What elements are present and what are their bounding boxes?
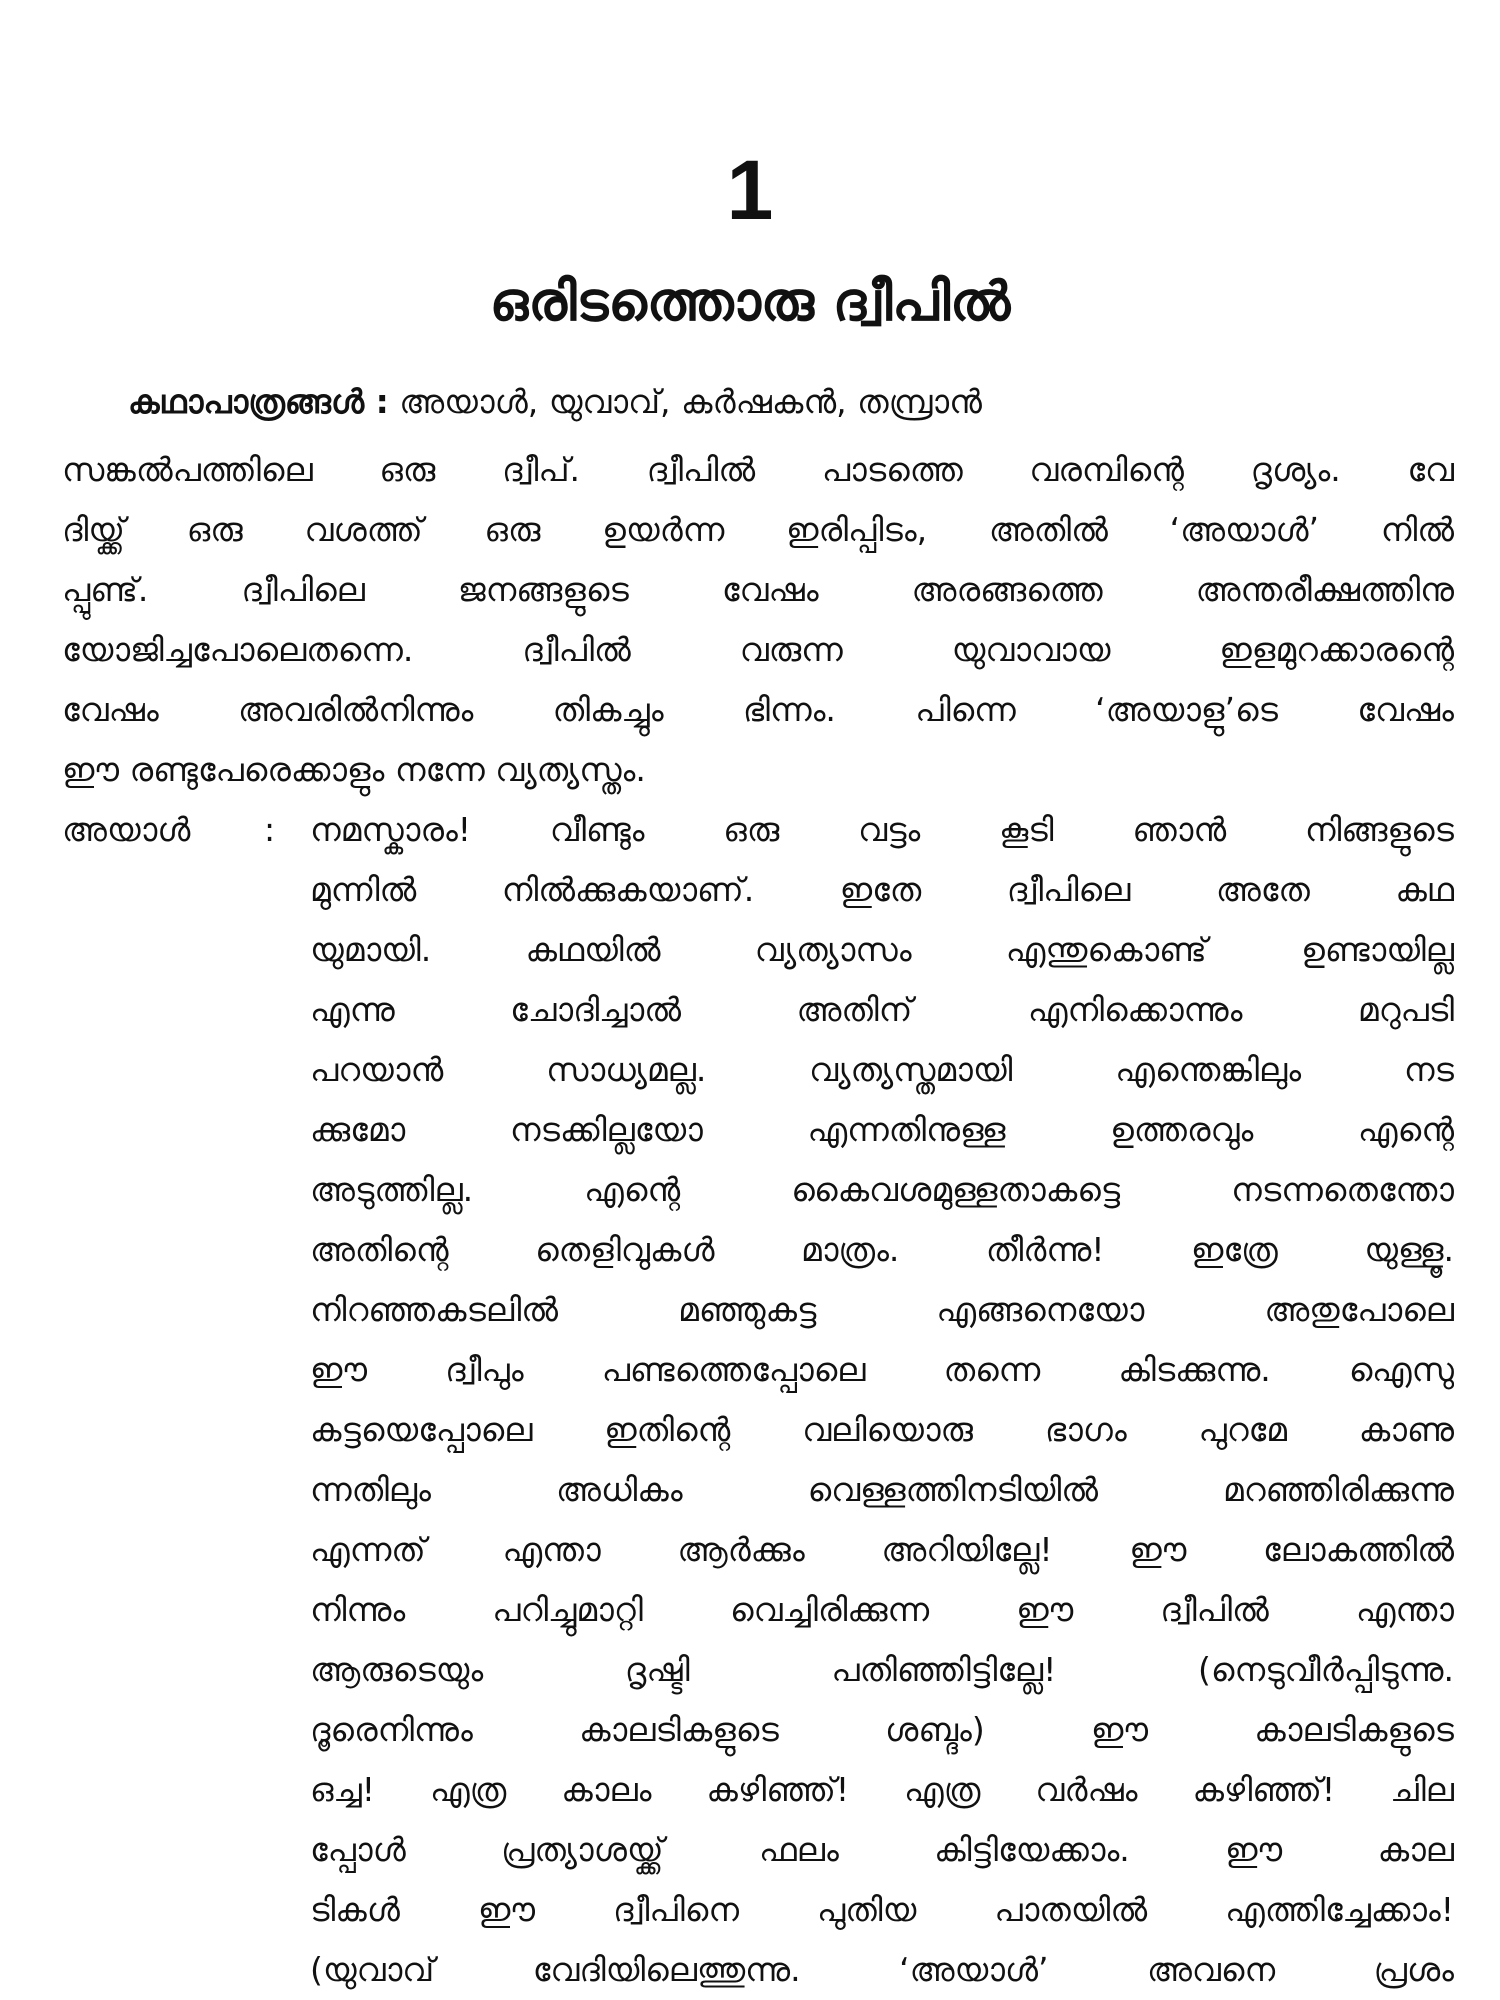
speaker-colon: : bbox=[264, 810, 276, 849]
speech-line: യുമായി. കഥയിൽ വ്യത്യാസം എന്തുകൊണ്ട് ഉണ്ടായില്ല bbox=[310, 930, 1454, 969]
characters-names: അയാൾ, യുവാവ്, കർഷകൻ, തമ്പ്രാൻ bbox=[399, 382, 982, 421]
speech-line: ന്നതിലും അധികം വെള്ളത്തിനടിയിൽ മറഞ്ഞിരിക്കുന്നു bbox=[310, 1470, 1454, 1509]
speech-line: അതിന്റെ തെളിവുകൾ മാത്രം. തീർന്നു! ഇത്രേ യുള്ളൂ. bbox=[310, 1230, 1454, 1269]
speech-text bbox=[310, 800, 1454, 2000]
chapter-number: 1 bbox=[726, 143, 774, 237]
intro-line: പ്പുണ്ട്. ദ്വീപിലെ ജനങ്ങളുടെ വേഷം അരങ്ങത്തെ അന്തരീക്ഷത്തിനു bbox=[62, 570, 1454, 609]
characters-line bbox=[128, 372, 1428, 432]
intro-line: ദിയ്ക്ക് ഒരു വശത്ത് ഒരു ഉയർന്ന ഇരിപ്പിടം, അതിൽ ‘അയാൾ’ നിൽ bbox=[62, 510, 1454, 549]
speech-line: കട്ടയെപ്പോലെ ഇതിന്റെ വലിയൊരു ഭാഗം പുറമേ കാണു bbox=[310, 1410, 1454, 1449]
characters-label: കഥാപാത്രങ്ങൾ : bbox=[128, 382, 389, 421]
speech-line: മുന്നിൽ നിൽക്കുകയാണ്. ഇതേ ദ്വീപിലെ അതേ കഥ bbox=[310, 870, 1454, 909]
speech-line: നമസ്കാരം! വീണ്ടും ഒരു വട്ടം കൂടി ഞാൻ നിങ്ങളുടെ bbox=[310, 810, 1454, 849]
speech-line: ദൂരെനിന്നും കാലടികളുടെ ശബ്ദം) ഈ കാലടികളുടെ bbox=[310, 1710, 1454, 1749]
speech-line: ഈ ദ്വീപും പണ്ടത്തെപ്പോലെ തന്നെ കിടക്കുന്നു. ഐസു bbox=[310, 1350, 1454, 1389]
intro-line: ഈ രണ്ടുപേരെക്കാളും നന്നേ വ്യത്യസ്തം. bbox=[62, 750, 646, 789]
speech-line: പ്പോൾ പ്രത്യാശയ്ക്ക് ഫലം കിട്ടിയേക്കാം. ഈ കാല bbox=[310, 1830, 1454, 1869]
speech-line: (യുവാവ് വേദിയിലെത്തുന്നു. ‘അയാൾ’ അവനെ പ്രശം bbox=[310, 1950, 1454, 1989]
speech-line: ടികൾ ഈ ദ്വീപിനെ പുതിയ പാതയിൽ എത്തിച്ചേക്കാം! bbox=[310, 1890, 1454, 1929]
speaker-name: അയാൾ bbox=[62, 810, 191, 849]
chapter-title: ഒരിടത്തൊരു ദ്വീപിൽ bbox=[489, 270, 1011, 333]
speech-line: പറയാൻ സാധ്യമല്ല. വ്യത്യസ്തമായി എന്തെങ്കിലും നട bbox=[310, 1050, 1454, 1089]
speech-line: എന്നു ചോദിച്ചാൽ അതിന് എനിക്കൊന്നും മറുപടി bbox=[310, 990, 1454, 1029]
intro-line: സങ്കൽപത്തിലെ ഒരു ദ്വീപ്. ദ്വീപിൽ പാടത്തെ വരമ്പിന്റെ ദൃശ്യം. വേ bbox=[62, 450, 1454, 489]
speech-line: ക്കുമോ നടക്കില്ലയോ എന്നതിനുള്ള ഉത്തരവും എന്റെ bbox=[310, 1110, 1454, 1149]
intro-line: യോജിച്ചപോലെതന്നെ. ദ്വീപിൽ വരുന്ന യുവാവായ ഇളമുറക്കാരന്റെ bbox=[62, 630, 1454, 669]
stage-direction bbox=[62, 440, 1454, 800]
speech-line: നിറഞ്ഞകടലിൽ മഞ്ഞുകട്ട എങ്ങനെയോ അതുപോലെ bbox=[310, 1290, 1454, 1329]
speech-line: നിന്നും പറിച്ചുമാറ്റി വെച്ചിരിക്കുന്ന ഈ ദ്വീപിൽ എന്താ bbox=[310, 1590, 1454, 1629]
intro-line: വേഷം അവരിൽനിന്നും തികച്ചും ഭിന്നം. പിന്നെ ‘അയാളു’ടെ വേഷം bbox=[62, 690, 1454, 729]
speech-line: അടുത്തില്ല. എന്റെ കൈവശമുള്ളതാകട്ടെ നടന്നതെന്തോ bbox=[310, 1170, 1454, 1209]
speech-line: ആരുടെയും ദൃഷ്ടി പതിഞ്ഞിട്ടില്ലേ! (നെടുവീർപ്പിടുന്നു. bbox=[310, 1650, 1454, 1689]
speech-line: എന്നത് എന്താ ആർക്കും അറിയില്ലേ! ഈ ലോകത്തിൽ bbox=[310, 1530, 1454, 1569]
speech-line: ഒച്ച! എത്ര കാലം കഴിഞ്ഞ്! എത്ര വർഷം കഴിഞ്ഞ്! ചില bbox=[310, 1770, 1454, 1809]
